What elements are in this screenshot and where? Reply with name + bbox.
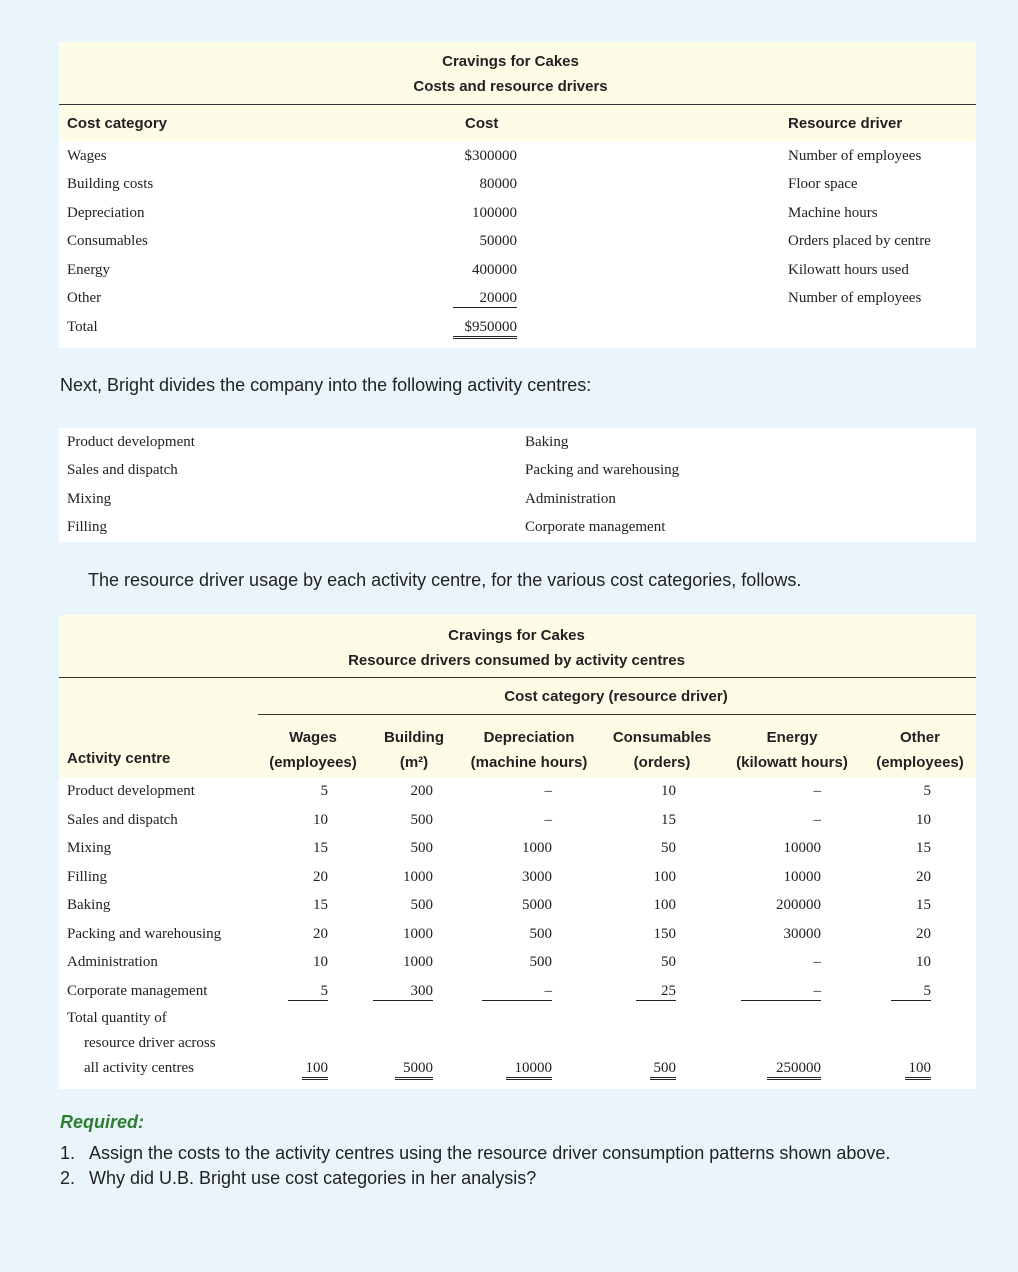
driver-value: 10000 — [783, 840, 821, 856]
driver-value: 3000 — [522, 869, 552, 885]
cost-category: Wages — [67, 148, 107, 164]
driver-value: 200000 — [776, 897, 821, 913]
col-other: Other (employees) — [876, 729, 964, 771]
driver-value: – — [813, 783, 821, 799]
activity-centre-name: Sales and dispatch — [67, 812, 178, 828]
driver-value: 15 — [313, 840, 328, 856]
driver-total: 100 — [905, 1060, 931, 1080]
driver-value: 150 — [653, 926, 676, 942]
intro-text: Next, Bright divides the company into the following activity centres: — [60, 375, 592, 395]
resource-driver: Number of employees — [788, 290, 922, 306]
driver-value: 5 — [923, 783, 931, 799]
driver-value: 15 — [916, 897, 931, 913]
activity-centre: Mixing — [67, 491, 112, 507]
driver-value: 10 — [916, 954, 931, 970]
total-cost: $950000 — [453, 319, 517, 339]
driver-table-header — [59, 615, 976, 677]
cost-value: $300000 — [464, 148, 517, 164]
activity-centre-name: Filling — [67, 869, 108, 885]
driver-table — [59, 615, 976, 1089]
col-consumables: Consumables (orders) — [612, 729, 712, 771]
driver-value: 5000 — [522, 897, 552, 913]
cost-table-subtitle: Costs and resource drivers — [413, 78, 608, 95]
driver-value: 1000 — [403, 869, 433, 885]
driver-value: 500 — [410, 812, 433, 828]
driver-value: 1000 — [522, 840, 552, 856]
required-item-text: Why did U.B. Bright use cost categories in her analysis? — [89, 1168, 537, 1188]
cost-category: Energy — [67, 262, 111, 278]
driver-value: 30000 — [783, 926, 821, 942]
col-energy: Energy (kilowatt hours) — [736, 729, 848, 771]
driver-value: 20 — [916, 869, 931, 885]
col-cost: Cost — [465, 115, 499, 132]
cost-table — [59, 42, 976, 348]
driver-value: 15 — [313, 897, 328, 913]
usage-text: The resource driver usage by each activity centre, for the various cost categories, follows. — [88, 570, 802, 590]
activity-centre-name: Mixing — [67, 840, 112, 856]
required-item — [60, 1168, 536, 1189]
activity-centre-name: Product development — [67, 783, 195, 799]
driver-value: 500 — [529, 926, 552, 942]
driver-total: 500 — [650, 1060, 676, 1080]
driver-total: 100 — [302, 1060, 328, 1080]
resource-driver: Floor space — [788, 176, 858, 192]
driver-value: 20 — [916, 926, 931, 942]
total-label: Total — [67, 319, 98, 335]
cost-category: Depreciation — [67, 205, 145, 221]
driver-value: 10 — [313, 812, 328, 828]
activity-centre: Administration — [525, 491, 616, 507]
activity-centre: Filling — [67, 519, 108, 535]
driver-value: 100 — [653, 897, 676, 913]
driver-value: – — [741, 983, 821, 1001]
group-rule — [258, 714, 976, 715]
cost-category: Consumables — [67, 233, 148, 249]
col-wages: Wages (employees) — [269, 729, 357, 771]
driver-value: 5 — [288, 983, 328, 1001]
resource-driver: Number of employees — [788, 148, 922, 164]
driver-value: 1000 — [403, 954, 433, 970]
driver-value: 5 — [320, 783, 328, 799]
driver-value: 1000 — [403, 926, 433, 942]
cost-table-header — [59, 42, 976, 104]
driver-value: 100 — [653, 869, 676, 885]
resource-driver: Orders placed by centre — [788, 233, 931, 249]
driver-value: 20 — [313, 926, 328, 942]
driver-value: – — [813, 954, 821, 970]
cost-value: 20000 — [453, 290, 517, 308]
required-heading: Required: — [60, 1112, 145, 1132]
required-item-number: 1. — [60, 1143, 76, 1163]
total-label-line: Total quantity of — [67, 1010, 167, 1026]
driver-value: 10 — [916, 812, 931, 828]
driver-value: 50 — [661, 840, 676, 856]
required-item-text: Assign the costs to the activity centres using the resource driver consumption patterns shown above. — [89, 1143, 891, 1163]
driver-value: 5 — [891, 983, 931, 1001]
cost-category: Other — [67, 290, 102, 306]
activity-centre: Packing and warehousing — [525, 462, 680, 478]
activity-centre: Product development — [67, 434, 195, 450]
group-header: Cost category (resource driver) — [504, 688, 728, 705]
cost-value: 80000 — [479, 176, 517, 192]
activity-centre-name: Baking — [67, 897, 111, 913]
driver-table-subtitle: Resource drivers consumed by activity centres — [348, 652, 685, 669]
driver-value: 10000 — [783, 869, 821, 885]
activity-centre: Sales and dispatch — [67, 462, 178, 478]
driver-value: 50 — [661, 954, 676, 970]
driver-value: 500 — [410, 840, 433, 856]
driver-value: – — [544, 812, 552, 828]
required-item-number: 2. — [60, 1168, 76, 1188]
driver-value: 10 — [313, 954, 328, 970]
driver-value: – — [482, 983, 552, 1001]
driver-value: – — [813, 812, 821, 828]
total-label-line: all activity centres — [84, 1060, 194, 1076]
col-building: Building (m²) — [384, 729, 444, 771]
cost-table-colhead — [59, 105, 976, 141]
cost-value: 100000 — [472, 205, 517, 221]
activity-centre-label: Activity centre — [67, 750, 171, 767]
activity-centre: Corporate management — [525, 519, 666, 535]
activity-centres-list — [59, 428, 976, 542]
driver-table-colhead — [59, 678, 976, 778]
cost-category: Building costs — [67, 176, 154, 192]
col-cost-category: Cost category — [67, 115, 168, 132]
driver-value: 15 — [916, 840, 931, 856]
activity-centre-name: Packing and warehousing — [67, 926, 222, 942]
required-item — [60, 1143, 890, 1164]
resource-driver: Machine hours — [788, 205, 878, 221]
col-resource-driver: Resource driver — [788, 115, 903, 132]
driver-table-title: Cravings for Cakes — [448, 627, 585, 644]
activity-centre-name: Corporate management — [67, 983, 208, 999]
driver-total: 10000 — [506, 1060, 552, 1080]
total-label-line: resource driver across — [84, 1035, 216, 1051]
col-depreciation: Depreciation (machine hours) — [470, 729, 588, 771]
driver-total: 5000 — [395, 1060, 433, 1080]
activity-centre: Baking — [525, 434, 569, 450]
cost-table-title: Cravings for Cakes — [442, 53, 579, 70]
driver-value: 500 — [410, 897, 433, 913]
driver-value: 10 — [661, 783, 676, 799]
resource-driver: Kilowatt hours used — [788, 262, 909, 278]
driver-value: 200 — [410, 783, 433, 799]
cost-value: 50000 — [479, 233, 517, 249]
driver-value: 25 — [636, 983, 676, 1001]
driver-total: 250000 — [767, 1060, 821, 1080]
driver-value: 300 — [373, 983, 433, 1001]
activity-centre-name: Administration — [67, 954, 158, 970]
cost-value: 400000 — [472, 262, 517, 278]
driver-value: 500 — [529, 954, 552, 970]
driver-value: – — [544, 783, 552, 799]
driver-value: 20 — [313, 869, 328, 885]
driver-value: 15 — [661, 812, 676, 828]
